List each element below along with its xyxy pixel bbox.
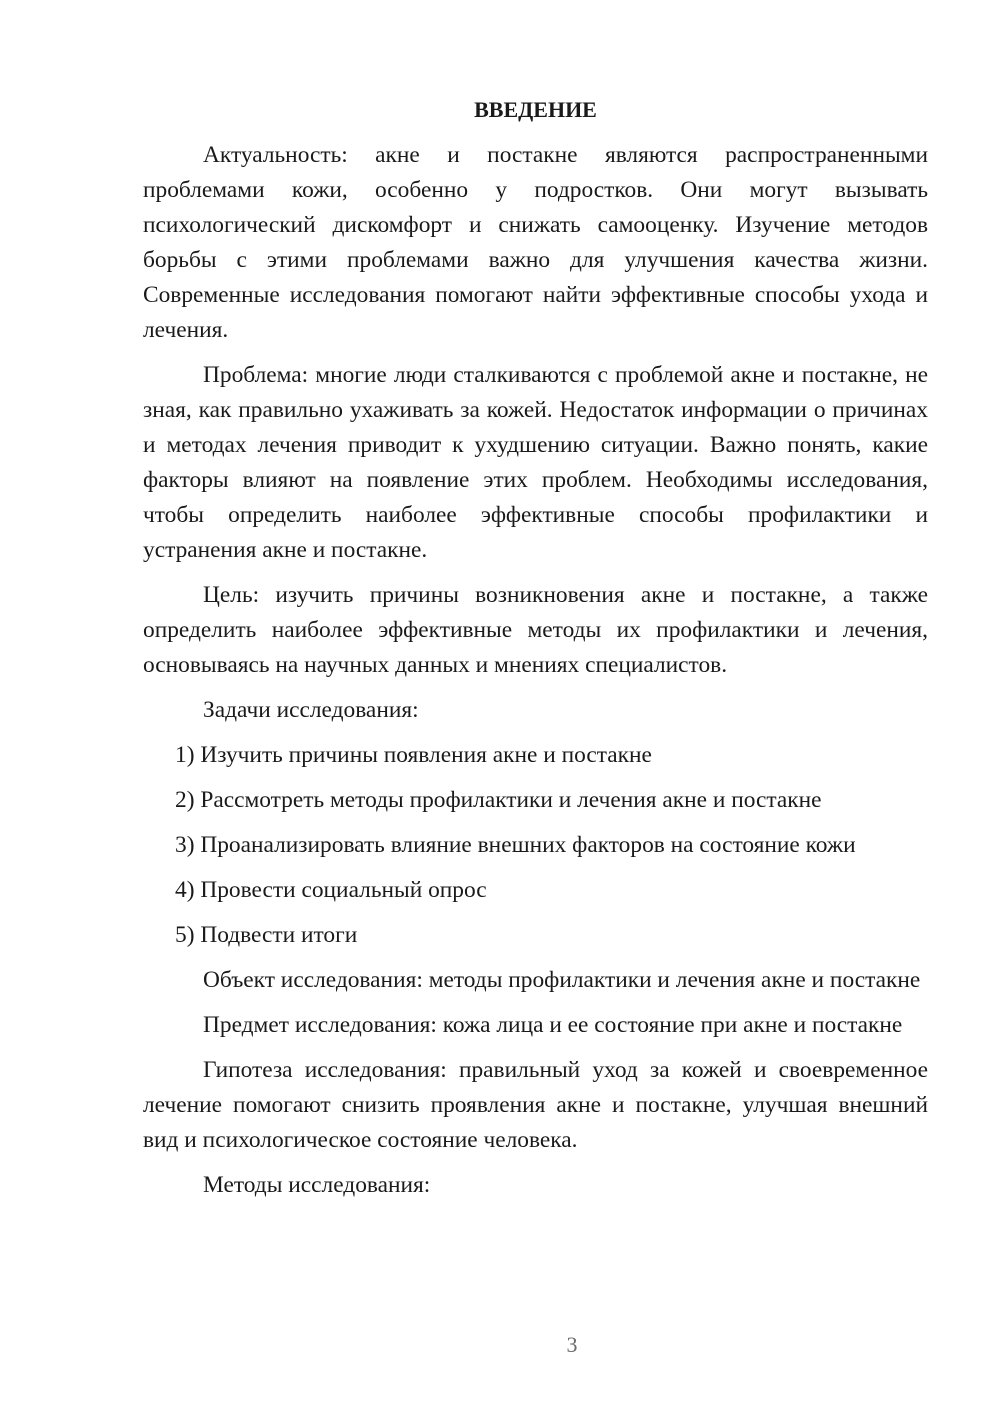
object-paragraph: Объект исследования: методы профилактики и лечения акне и постакне (203, 967, 921, 993)
goal-paragraph: Цель: изучить причины возникновения акне и постакне, а также определить наиболее эффективные методы их профилактики и лечения, основываясь на научных данных и мнениях специалистов. (143, 582, 928, 678)
page-body (143, 92, 928, 1213)
relevance-paragraph: Актуальность: акне и постакне являются распространенными проблемами кожи, особенно у подростков. Они могут вызывать психологический дискомфорт и снижать самооценку. Изучение методов борьбы с этими проблемами важно для улучшения качества жизни. Современные исследования помогают найти эффективные способы ухода и лечения. (143, 142, 928, 343)
methods-label: Методы исследования: (203, 1172, 431, 1198)
task-item: 3) Проанализировать влияние внешних факторов на состояние кожи (175, 832, 856, 858)
task-item: 1) Изучить причины появления акне и постакне (175, 742, 652, 768)
tasks-label: Задачи исследования: (203, 697, 419, 723)
page-number: 3 (566, 1332, 578, 1357)
problem-paragraph: Проблема: многие люди сталкиваются с проблемой акне и постакне, не зная, как правильно ухаживать за кожей. Недостаток информации о причинах и методах лечения приводит к ухудшению ситуации. Важно понять, какие факторы влияют на появление этих проблем. Необходимы исследования, чтобы определить наиболее эффективные способы профилактики и устранения акне и постакне. (143, 362, 928, 563)
subject-paragraph: Предмет исследования: кожа лица и ее состояние при акне и постакне (203, 1012, 903, 1038)
section-heading: ВВЕДЕНИЕ (474, 97, 597, 122)
task-item: 5) Подвести итоги (175, 922, 358, 948)
hypothesis-paragraph: Гипотеза исследования: правильный уход за кожей и своевременное лечение помогают снизить проявления акне и постакне, улучшая внешний вид и психологическое состояние человека. (143, 1057, 928, 1153)
task-item: 2) Рассмотреть методы профилактики и лечения акне и постакне (175, 787, 822, 813)
task-item: 4) Провести социальный опрос (175, 877, 487, 903)
tasks-list (143, 738, 928, 953)
